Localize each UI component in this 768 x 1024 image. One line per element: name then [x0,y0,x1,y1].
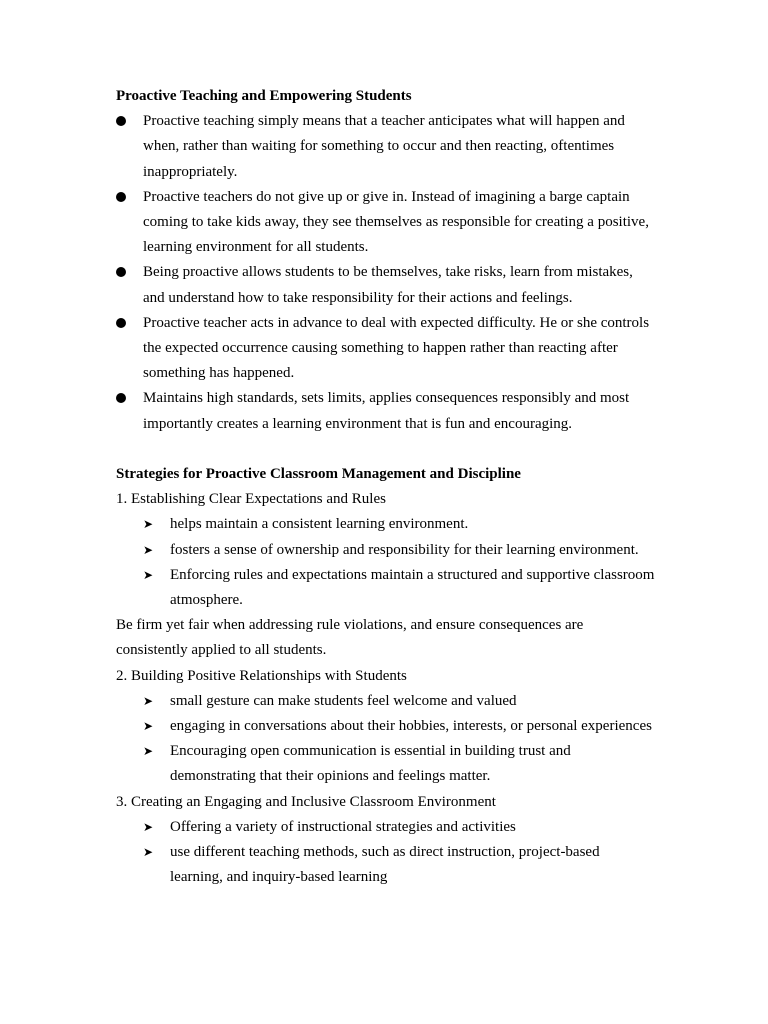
list-item-text: Proactive teacher acts in advance to deal with expected difficulty. He or she controls the expected occurrence causing something to happen rather than reacting after something has happened. [143,314,650,382]
paragraph-spacer [116,437,656,462]
list-item-text: Offering a variety of instructional strategies and activities [170,818,516,835]
strategy-2-list [116,689,656,790]
list-item [116,386,656,436]
section-heading-strategies: Strategies for Proactive Classroom Management and Discipline [116,466,521,483]
bullet-icon [116,318,126,328]
list-item [116,260,656,310]
list-item-text: Being proactive allows students to be themselves, take risks, learn from mistakes, and understand how to take responsibility for their actions and feelings. [143,264,633,306]
strategy-title-3: 3. Creating an Engaging and Inclusive Classroom Environment [116,793,496,810]
list-item [116,109,656,185]
section-heading-proactive-teaching: Proactive Teaching and Empowering Students [116,88,412,104]
arrowhead-icon: ➤ [143,744,154,759]
list-item [116,185,656,261]
strategy-1-note: Be firm yet fair when addressing rule violations, and ensure consequences are consistently applied to all students. [116,617,584,659]
list-item [143,563,656,613]
list-item-text: fosters a sense of ownership and responsibility for their learning environment. [170,541,639,558]
arrowhead-icon: ➤ [143,719,154,734]
list-item-text: Proactive teachers do not give up or give in. Instead of imagining a barge captain coming to take kids away, they see themselves as responsible for creating a positive, learning environment for all students. [143,188,649,256]
list-item-text: engaging in conversations about their hobbies, interests, or personal experiences [170,718,652,735]
arrowhead-icon: ➤ [143,567,154,582]
list-item-text: small gesture can make students feel welcome and valued [170,692,517,709]
list-item-text: helps maintain a consistent learning environment. [170,516,469,533]
document-page [116,84,656,890]
strategy-title-2: 2. Building Positive Relationships with Students [116,667,407,684]
bullet-icon [116,192,126,202]
list-item-text: Proactive teaching simply means that a teacher anticipates what will happen and when, rather than waiting for something to occur and then reacting, oftentimes inappropriately. [143,113,625,180]
list-item-text: Encouraging open communication is essential in building trust and demonstrating that their opinions and feelings matter. [170,743,571,785]
list-item [143,840,656,890]
arrowhead-icon: ➤ [143,693,154,708]
list-item [143,689,656,714]
proactive-teaching-bullet-list [116,109,656,437]
strategy-1-list [116,512,656,613]
list-item [116,311,656,387]
arrowhead-icon: ➤ [143,819,154,834]
list-item [143,714,656,739]
bullet-icon [116,116,126,126]
list-item [143,739,656,789]
bullet-icon [116,267,126,277]
list-item-text: Enforcing rules and expectations maintain a structured and supportive classroom atmosphere. [170,566,655,609]
list-item-text: Maintains high standards, sets limits, applies consequences responsibly and most importantly creates a learning environment that is fun and encouraging. [143,390,630,432]
arrowhead-icon: ➤ [143,517,154,532]
arrowhead-icon: ➤ [143,542,154,557]
list-item-text: use different teaching methods, such as direct instruction, project-based learning, and inquiry-based learning [170,844,600,886]
strategy-3-list [116,815,656,891]
bullet-icon [116,393,126,403]
list-item [143,512,656,537]
list-item [143,538,656,563]
arrowhead-icon: ➤ [143,845,154,860]
list-item [143,815,656,840]
strategy-title-1: 1. Establishing Clear Expectations and Rules [116,491,386,508]
